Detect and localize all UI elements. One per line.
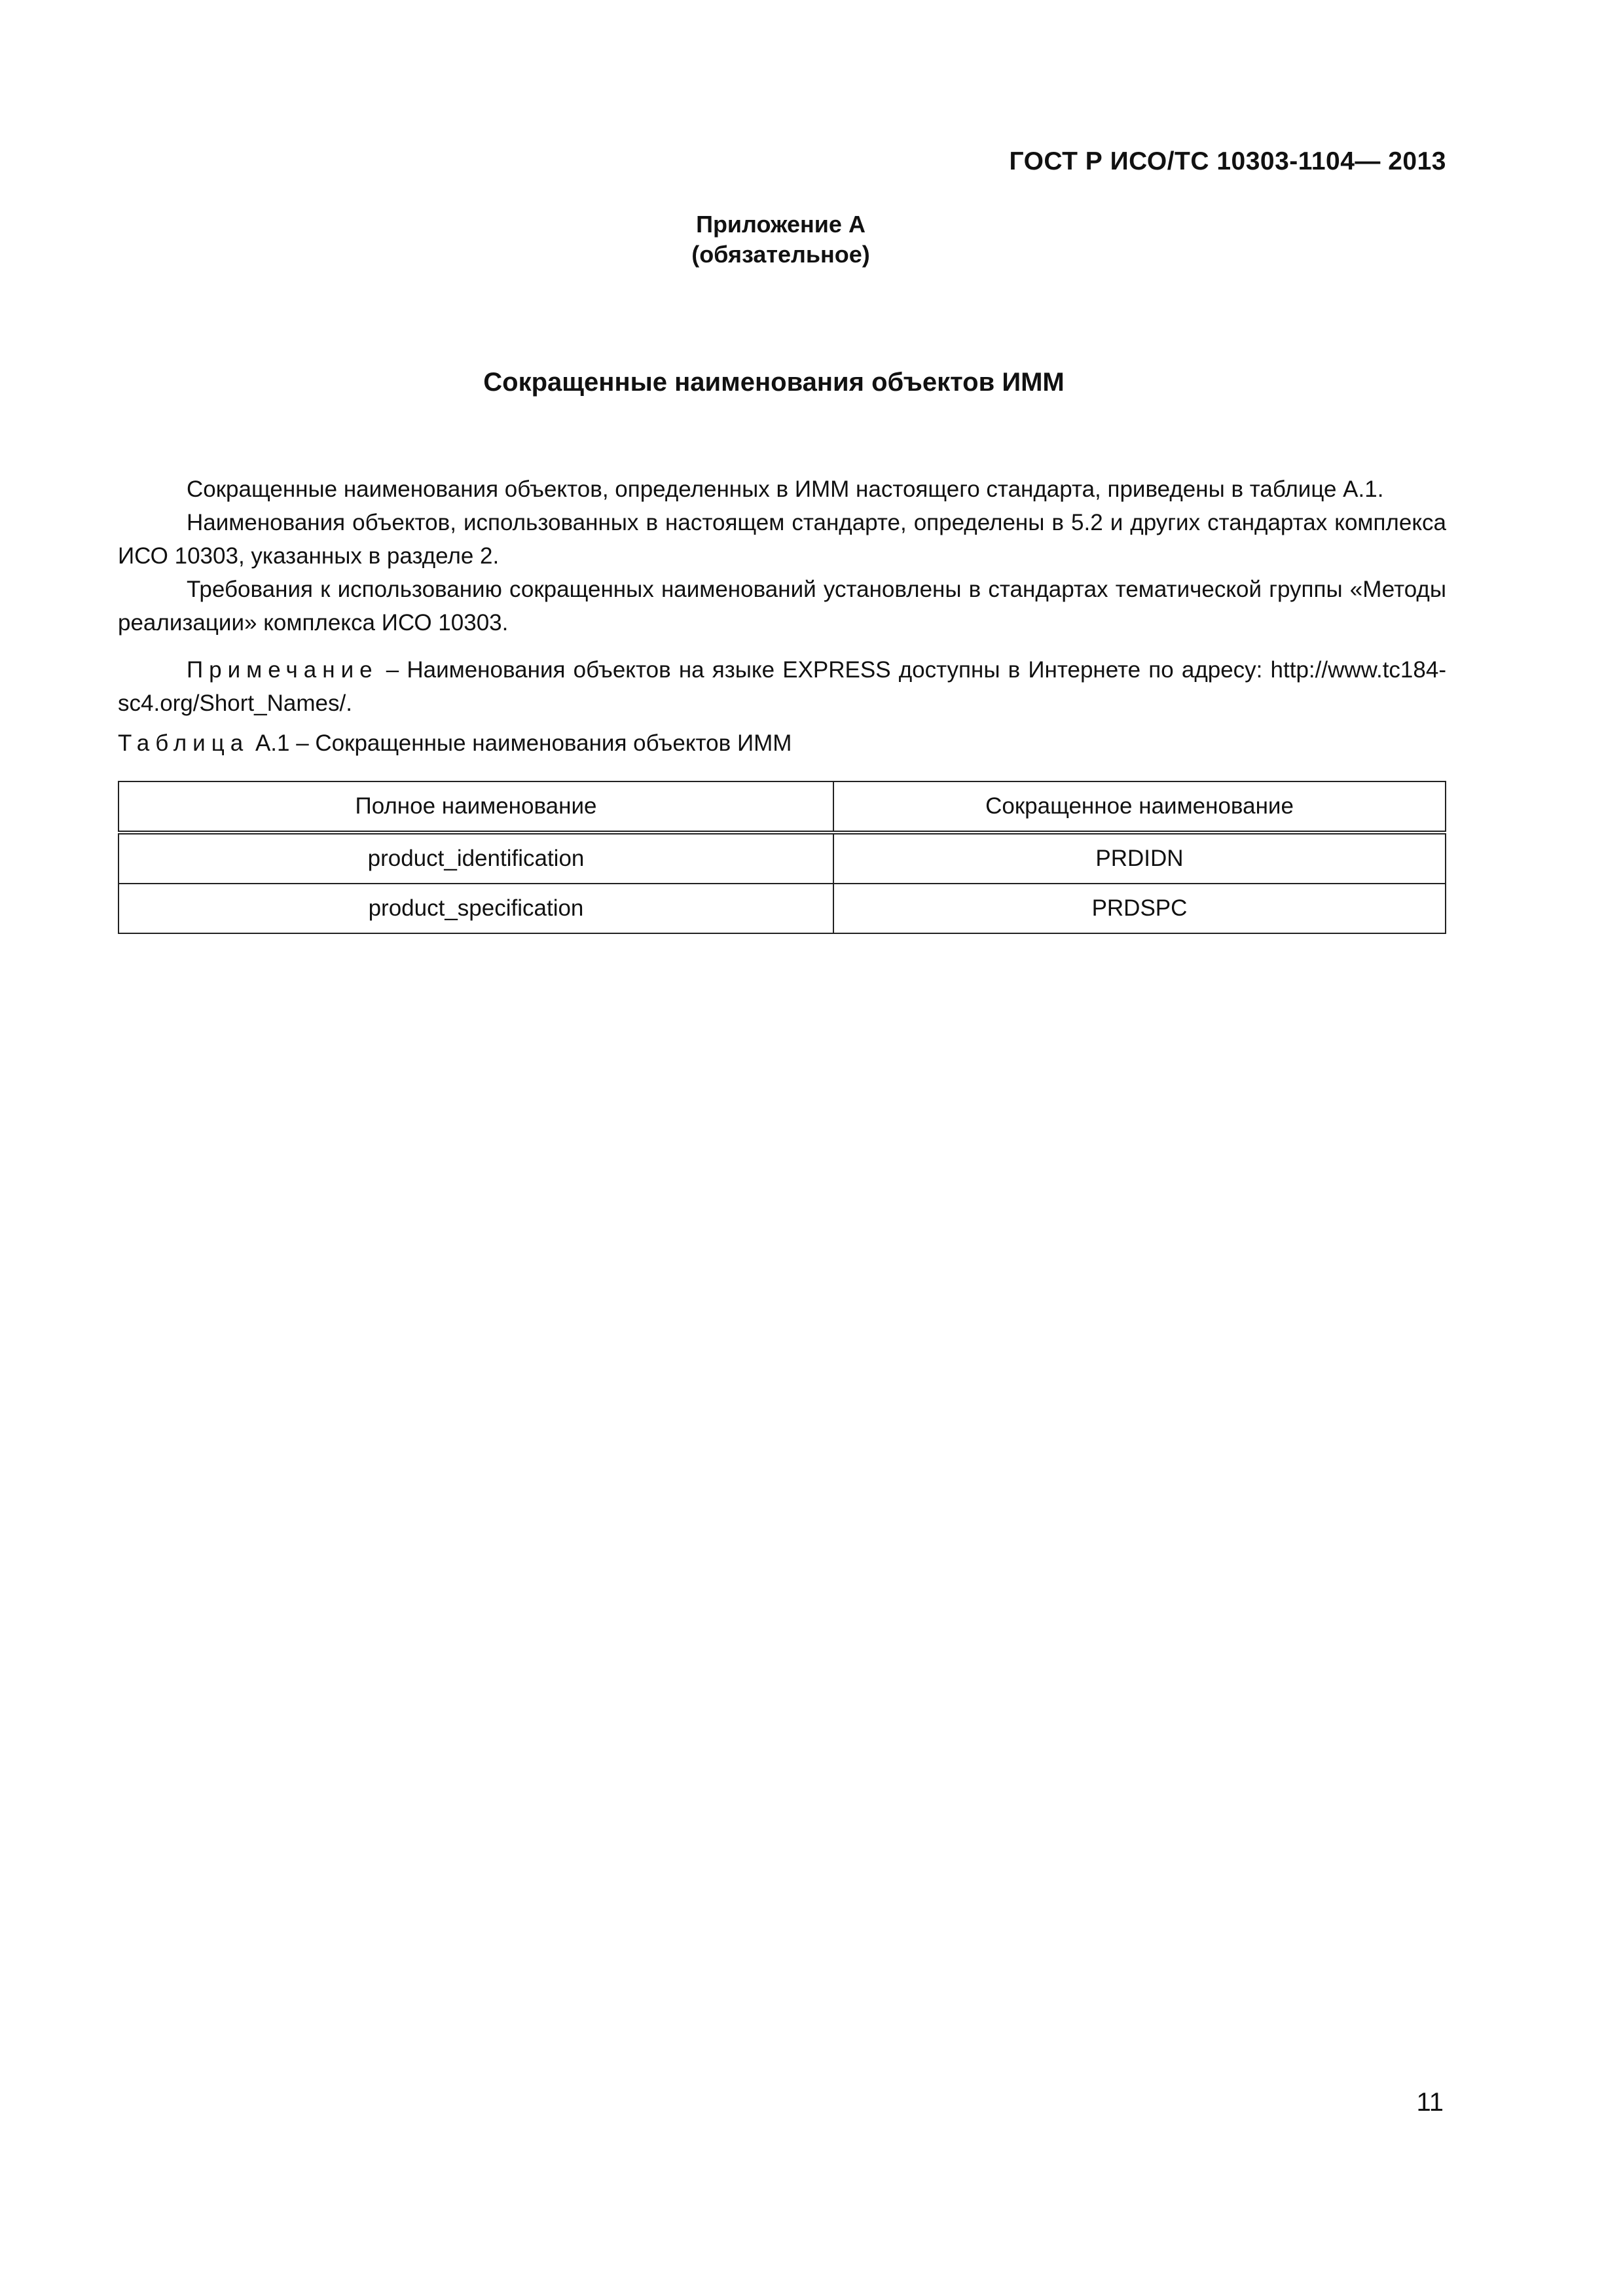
appendix-title: Приложение А [696, 211, 866, 238]
column-header-short-name: Сокращенное наименование [833, 781, 1446, 833]
appendix-status: (обязательное) [691, 241, 870, 268]
paragraph-2: Наименования объектов, использованных в настоящем стандарте, определены в 5.2 и других стандартах комплекса ИСО 10303, указанных в разделе 2. [118, 510, 1446, 569]
paragraph-3: Требования к использованию сокращенных наименований установлены в стандартах тематической группы «Методы реализации» комплекса ИСО 10303. [118, 577, 1446, 636]
table-cell-full-name: product_identification [119, 833, 833, 884]
table-cell-short-name: PRDIDN [833, 833, 1446, 884]
table-row [119, 884, 1446, 933]
table-header-row [119, 781, 1446, 833]
table-caption [118, 726, 792, 760]
table-caption-label: Таблица [118, 730, 249, 756]
table-caption-text: А.1 – Сокращенные наименования объектов ИММ [249, 730, 792, 756]
column-header-full-name: Полное наименование [119, 781, 833, 833]
note-paragraph [118, 653, 1446, 720]
standard-code-header: ГОСТ Р ИСО/ТС 10303-1104— 2013 [1009, 147, 1446, 175]
paragraph-1: Сокращенные наименования объектов, определенных в ИММ настоящего стандарта, приведены в таблице А.1. [187, 476, 1384, 502]
table-row [119, 833, 1446, 884]
page-number: 11 [1416, 2088, 1444, 2117]
table-cell-short-name: PRDSPC [833, 884, 1446, 933]
section-title: Сокращенные наименования объектов ИММ [483, 368, 1065, 397]
note-text: – Наименования объектов на языке EXPRESS доступны в Интернете по адресу: http://www.tc184-sc4.org/Short_Names/. [118, 657, 1446, 716]
short-names-table [118, 781, 1446, 934]
table-cell-full-name: product_specification [119, 884, 833, 933]
note-label: Примечание [187, 657, 378, 683]
